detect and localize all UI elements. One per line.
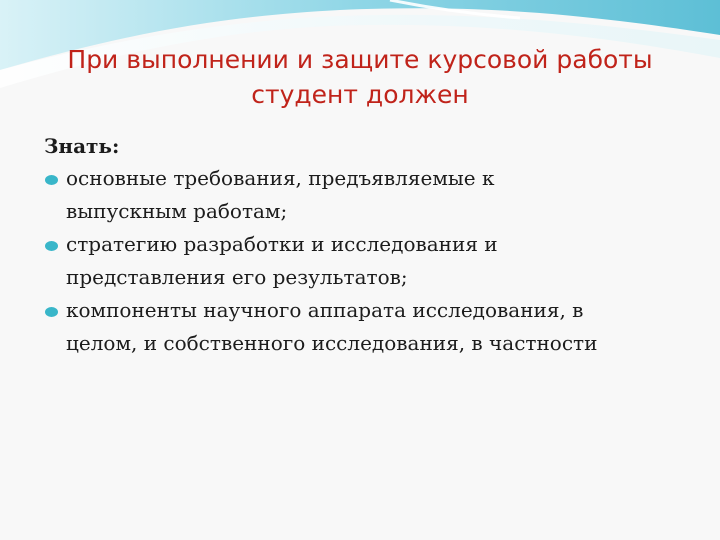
list-item-line-2: представления его результатов;: [66, 265, 408, 289]
bullet-dot-icon: [45, 175, 58, 185]
list-item-line-1: компоненты научного аппарата исследования, в: [66, 298, 584, 322]
section-heading: Знать:: [44, 134, 120, 158]
list-item: [44, 162, 684, 228]
title-line-1: При выполнении и защите курсовой работы: [67, 45, 653, 74]
list-item-line-1: стратегию разработки и исследования и: [66, 232, 498, 256]
list-item-line-2: целом, и собственного исследования, в частности: [66, 331, 598, 355]
list-item-line-2: выпускным работам;: [66, 199, 288, 223]
slide-title: [40, 42, 680, 112]
list-item-line-1: основные требования, предъявляемые к: [66, 166, 495, 190]
title-line-2: студент должен: [251, 80, 469, 109]
list-item: [44, 294, 684, 360]
bullet-list: [44, 162, 684, 360]
bullet-dot-icon: [45, 307, 58, 317]
bullet-dot-icon: [45, 241, 58, 251]
list-item: [44, 228, 684, 294]
slide-content: [44, 130, 684, 360]
